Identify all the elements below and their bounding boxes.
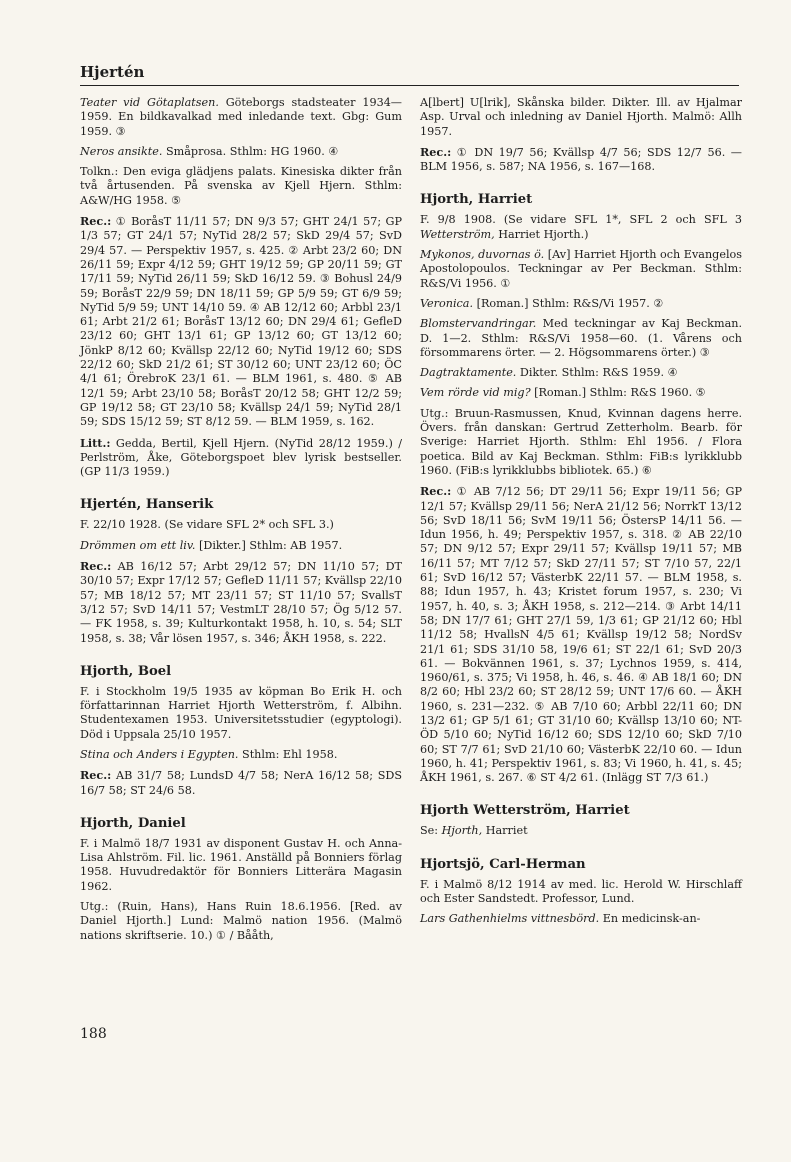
entry-text: Utg.: Bruun-Rasmussen, Knud, Kvinnan dagens herre. Övers. från danskan: Gertrud Zetterholm. Bearb. för Sverige: Harriet Hjorth. Sthlm: Ehl 1956. / Flora poetica. Bild av Kaj Beckman. Sthlm: FiB:s lyrikklubb 1960. (FiB:s lyrikklubbs bibliotek. 65.) ⑥ bbox=[420, 406, 742, 477]
work-title: Wetterström, bbox=[420, 227, 495, 241]
entry-paragraph bbox=[80, 518, 402, 532]
work-title: Dagtraktamente. bbox=[420, 366, 517, 380]
right-column bbox=[420, 96, 742, 933]
header-rule bbox=[80, 85, 739, 86]
entry-text: F. 22/10 1928. (Se vidare SFL 2* och SFL 3.) bbox=[80, 518, 334, 532]
entry-text: Se: bbox=[420, 824, 442, 838]
entry-text: F. i Malmö 8/12 1914 av med. lic. Herold W. Hirschlaff och Ester Sandstedt. Professor, Lund. bbox=[420, 877, 742, 906]
entry-paragraph bbox=[420, 386, 742, 400]
entry-text: [Roman.] Sthlm: R&S/Vi 1957. ② bbox=[473, 296, 664, 310]
entry-text: Göteborgs stadsteater 1934—1959. En bildkavalkad med inledande text. Gbg: Gum 1959. ③ bbox=[80, 96, 402, 138]
entry-text: Med teckningar av Kaj Beckman. D. 1—2. Sthlm: R&S/Vi 1958—60. (1. Vårens och försommarens örter. — 2. Högsommarens örter.) ③ bbox=[420, 317, 742, 359]
running-head: Hjertén bbox=[80, 63, 145, 81]
entry-paragraph bbox=[80, 559, 402, 646]
work-title: Veronica. bbox=[420, 296, 474, 310]
entry-heading: Hjorth, Boel bbox=[80, 663, 172, 679]
entry-text: AB 31/7 58; LundsD 4/7 58; NerA 16/12 58; SDS 16/7 58; ST 24/6 58. bbox=[80, 769, 402, 797]
work-title: Stina och Anders i Egypten. bbox=[80, 747, 239, 761]
entry-text: [Av] Harriet Hjorth och Evangelos Apostolopoulos. Teckningar av Per Beckman. Sthlm: R&S/Vi 1956. ① bbox=[420, 248, 743, 290]
entry-text: [Dikter.] Sthlm: AB 1957. bbox=[195, 538, 343, 552]
entry-paragraph bbox=[420, 878, 742, 907]
entry-text: Harriet Hjorth.) bbox=[494, 227, 589, 241]
entry-paragraph bbox=[80, 748, 402, 762]
left-column bbox=[80, 96, 402, 949]
label: Litt.: bbox=[80, 435, 111, 450]
entry-text: ① DN 19/7 56; Kvällsp 4/7 56; SDS 12/7 56. — BLM 1956, s. 587; NA 1956, s. 167—168. bbox=[420, 145, 742, 174]
entry-paragraph bbox=[80, 685, 402, 742]
entry-text: Harriet bbox=[482, 824, 528, 838]
entry-text: Tolkn.: Den eviga glädjens palats. Kinesiska dikter från två årtusenden. På svenska av Kjell Hjern. Sthlm: A&W/HG 1958. ⑤ bbox=[80, 165, 402, 207]
entry-paragraph bbox=[420, 96, 742, 139]
entry-paragraph bbox=[80, 96, 402, 139]
entry-text: ① BoråsT 11/11 57; DN 9/3 57; GHT 24/1 57; GP 1/3 57; GT 24/1 57; NyTid 28/2 57; SkD 29/4 57; SvD 29/4 57. — Perspektiv 1957, s. 425. ② Arbt 23/2 60; DN 26/11 59; Expr 4/12 59; GHT 19/12 59; GP 20/11 59; GT 17/11 59; NyTid 26/11 59; SkD 16/12 59. ③ Bohusl 24/9 59; BoråsT 22/9 59; DN 18/11 59; GP 5/9 59; GT 6/9 59; NyTid 5/9 59; UNT 14/10 59. ④ AB 12/12 60; Arbbl 23/1 61; Arbt 21/2 61; BoråsT 13/12 60; DN 29/4 61; GefleD 23/12 60; GHT 13/1 61; GP 13/12 60; GT 13/12 60; JönkP 8/12 60; Kvällsp 22/12 60; NyTid 19/12 60; SDS 22/12 60; SkD 21/2 61; ST 30/12 60; UNT 23/12 60; ÖC 4/1 61; ÖrebroK 23/1 61. — BLM 1961, s. 480. ⑤ AB 12/1 59; Arbt 23/10 58; BoråsT 20/12 58; GHT 12/2 59; GP 19/12 58; GT 23/10 58; Kvällsp 24/1 59; NyTid 28/1 59; SDS 15/12 59; ST 8/12 59. — BLM 1959, s. 162. bbox=[80, 215, 402, 429]
entry-heading: Hjorth Wetterström, Harriet bbox=[420, 803, 630, 819]
entry-text: En medicinsk-an- bbox=[599, 912, 701, 926]
entry-heading: Hjortsjö, Carl-Herman bbox=[420, 856, 586, 872]
entry-paragraph bbox=[80, 900, 402, 943]
entry-heading: Hjertén, Hanserik bbox=[80, 497, 214, 513]
entry-paragraph bbox=[80, 837, 402, 894]
entry-text: AB 16/12 57; Arbt 29/12 57; DN 11/10 57; DT 30/10 57; Expr 17/12 57; GefleD 11/11 57; Kvällsp 22/10 57; MB 18/12 57; MT 23/11 57; ST 11/10 57; SvallsT 3/12 57; SvD 14/11 57; VestmLT 28/10 57; Ög 5/12 57. — FK 1958, s. 39; Kulturkontakt 1958, h. 10, s. 54; SLT 1958, s. 38; Vår lösen 1957, s. 346; ÅKH 1958, s. 222. bbox=[80, 560, 402, 645]
entry-paragraph bbox=[420, 912, 742, 926]
work-title: Vem rörde vid mig? bbox=[420, 386, 531, 400]
entry-paragraph bbox=[420, 248, 742, 291]
work-title: Neros ansikte. bbox=[80, 144, 163, 158]
entry-paragraph bbox=[420, 297, 742, 311]
entry-text: ① AB 7/12 56; DT 29/11 56; Expr 19/11 56; GP 12/1 57; Kvällsp 29/11 56; NerA 21/12 56; NorrkT 13/12 56; SvD 18/11 56; SvM 19/11 56; ÖstersP 14/11 56. — Idun 1956, h. 49; Perspektiv 1957, s. 318. ② AB 22/10 57; DN 9/12 57; Expr 29/11 57; Kvällsp 19/11 57; MB 16/11 57; MT 7/12 57; SkD 27/11 57; ST 7/10 57, 22/1 61; SvD 16/12 57; VästerbK 22/11 57. — BLM 1958, s. 88; Idun 1957, h. 43; Kristet forum 1957, s. 230; Vi 1957, h. 40, s. 3; ÅKH 1958, s. 212—214. ③ Arbt 14/11 58; DN 17/7 61; GHT 27/1 59, 1/3 61; GP 21/12 60; Hbl 11/12 58; HvallsN 4/5 61; Kvällsp 19/12 58; NordSv 21/1 61; SDS 31/10 58, 19/6 61; ST 22/1 61; SvD 20/3 61. — Bokvännen 1961, s. 37; Lychnos 1959, s. 414, 1960/61, s. 375; Vi 1958, h. 46, s. 46. ④ AB 18/1 60; DN 8/2 60; Hbl 23/2 60; ST 28/12 59; UNT 17/6 60. — ÅKH 1960, s. 231—232. ⑤ AB 7/10 60; Arbbl 22/11 60; DN 13/2 61; GP 5/1 61; GT 31/10 60; Kvällsp 13/10 60; NT-ÖD 5/10 60; NyTid 16/12 60; SDS 12/10 60; SkD 7/10 60; ST 7/7 61; SvD 21/10 60; VästerbK 22/10 60. — Idun 1960, h. 41; Perspektiv 1961, s. 83; Vi 1960, h. 41, s. 45; ÅKH 1961, s. 267. ⑥ ST 4/2 61. (Inlägg ST 7/3 61.) bbox=[420, 485, 742, 785]
entry-paragraph bbox=[80, 436, 402, 480]
label: Rec.: bbox=[420, 484, 452, 499]
entry-paragraph bbox=[80, 214, 402, 429]
entry-text: Sthlm: Ehl 1958. bbox=[238, 747, 338, 761]
entry-paragraph bbox=[420, 145, 742, 175]
entry-paragraph bbox=[80, 145, 402, 159]
label: Rec.: bbox=[80, 214, 112, 229]
entry-text: Utg.: (Ruin, Hans), Hans Ruin 18.6.1956. [Red. av Daniel Hjorth.] Lund: Malmö nation 1956. (Malmö nations skriftserie. 10.) ① / Bååth, bbox=[80, 900, 402, 942]
page-number: 188 bbox=[80, 1026, 107, 1042]
entry-text: A[lbert] U[lrik], Skånska bilder. Dikter. Ill. av Hjalmar Asp. Urval och inledning av Daniel Hjorth. Malmö: Allh 1957. bbox=[420, 96, 742, 138]
entry-paragraph bbox=[420, 317, 742, 360]
work-title: Blomstervandringar. bbox=[420, 317, 537, 331]
label: Rec.: bbox=[80, 768, 112, 783]
entry-paragraph bbox=[80, 165, 402, 208]
label: Rec.: bbox=[80, 559, 112, 574]
entry-paragraph bbox=[420, 407, 742, 478]
entry-paragraph bbox=[420, 213, 742, 242]
entry-text: Gedda, Bertil, Kjell Hjern. (NyTid 28/12 1959.) / Perlström, Åke, Göteborgspoet blev lyrisk bestseller. (GP 11/3 1959.) bbox=[80, 436, 402, 479]
entry-paragraph bbox=[80, 539, 402, 553]
work-title: Mykonos, duvornas ö. bbox=[420, 248, 545, 262]
work-title: Hjorth, bbox=[441, 824, 483, 838]
entry-text: Dikter. Sthlm: R&S 1959. ④ bbox=[516, 366, 678, 380]
work-title: Drömmen om ett liv. bbox=[80, 538, 196, 552]
entry-text: F. 9/8 1908. (Se vidare SFL 1*, SFL 2 och SFL 3 bbox=[420, 213, 742, 227]
entry-text: F. i Stockholm 19/5 1935 av köpman Bo Erik H. och författarinnan Harriet Hjorth Wetterström, f. Albihn. Studentexamen 1953. Universitetsstudier (egyptologi). Död i Uppsala 25/10 1957. bbox=[80, 684, 402, 741]
entry-paragraph bbox=[80, 768, 402, 798]
entry-text: [Roman.] Sthlm: R&S 1960. ⑤ bbox=[530, 386, 706, 400]
entry-heading: Hjorth, Harriet bbox=[420, 192, 533, 208]
entry-text: Småprosa. Sthlm: HG 1960. ④ bbox=[162, 144, 339, 158]
entry-paragraph bbox=[420, 824, 742, 838]
label: Rec.: bbox=[420, 144, 452, 159]
entry-heading: Hjorth, Daniel bbox=[80, 815, 186, 831]
entry-paragraph bbox=[420, 366, 742, 380]
entry-text: F. i Malmö 18/7 1931 av disponent Gustav H. och Anna-Lisa Ahlström. Fil. lic. 1961. Anställd på Bonniers förlag 1958. Huvudredaktör för Bonniers Litterära Magasin 1962. bbox=[80, 836, 402, 893]
entry-paragraph bbox=[420, 484, 742, 785]
work-title: Lars Gathenhielms vittnesbörd. bbox=[420, 912, 600, 926]
work-title: Teater vid Götaplatsen. bbox=[80, 96, 219, 109]
